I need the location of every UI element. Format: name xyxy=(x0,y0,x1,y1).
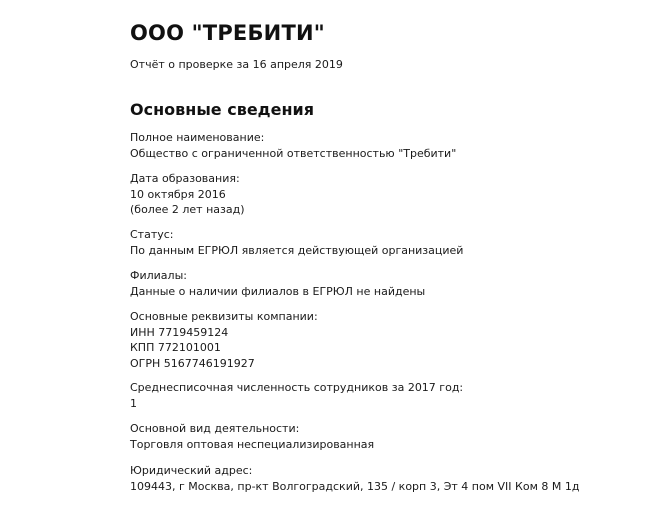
field-label: Дата образования: xyxy=(130,172,240,185)
field-legal-address xyxy=(130,463,579,494)
section-heading: Основные сведения xyxy=(130,100,314,119)
field-value: Общество с ограниченной ответственностью "Требити" xyxy=(130,146,457,160)
field-label: Статус: xyxy=(130,228,174,241)
field-label: Основной вид деятельности: xyxy=(130,422,300,435)
field-requisites xyxy=(130,309,318,371)
field-value-note: (более 2 лет назад) xyxy=(130,203,245,216)
field-activity xyxy=(130,421,374,452)
field-label: Среднесписочная численность сотрудников за 2017 год: xyxy=(130,381,464,394)
field-headcount xyxy=(130,380,463,411)
field-value: 10 октября 2016 xyxy=(130,187,226,201)
field-value-inn: ИНН 7719459124 xyxy=(130,325,229,339)
field-value: Данные о наличии филиалов в ЕГРЮЛ не найдены xyxy=(130,284,426,298)
field-value-ogrn: ОГРН 5167746191927 xyxy=(130,356,255,370)
field-value: 1 xyxy=(130,396,137,410)
field-label: Филиалы: xyxy=(130,269,187,282)
field-branches xyxy=(130,268,425,299)
field-value-kpp: КПП 772101001 xyxy=(130,341,221,354)
field-value: Торговля оптовая неспециализированная xyxy=(130,437,375,451)
field-full-name xyxy=(130,130,456,161)
field-status xyxy=(130,227,463,258)
field-label: Юридический адрес: xyxy=(130,464,253,477)
field-value: 109443, г Москва, пр-кт Волгоградский, 135 / корп 3, Эт 4 пом VII Ком 8 М 1д xyxy=(130,479,580,493)
field-label: Основные реквизиты компании: xyxy=(130,310,318,323)
company-title: ООО "ТРЕБИТИ" xyxy=(130,21,325,45)
field-value: По данным ЕГРЮЛ является действующей организацией xyxy=(130,243,464,257)
field-label: Полное наименование: xyxy=(130,131,265,144)
field-registration-date xyxy=(130,171,245,218)
report-subtitle: Отчёт о проверке за 16 апреля 2019 xyxy=(130,58,343,71)
